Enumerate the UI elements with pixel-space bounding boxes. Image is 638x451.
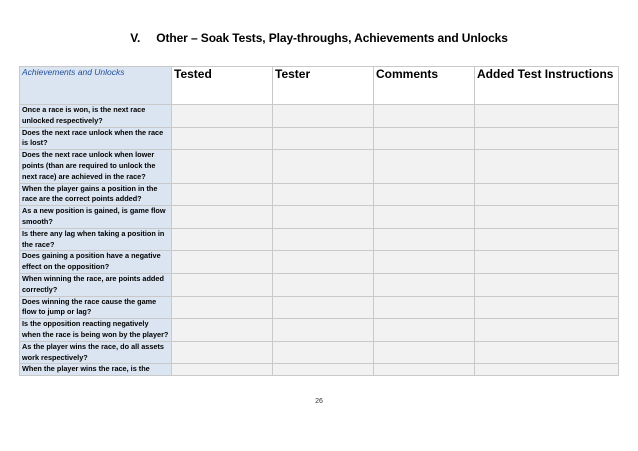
- table-row: [20, 228, 619, 251]
- tested-cell[interactable]: [172, 341, 273, 364]
- header-achievements-and-unlocks: Achievements and Unlocks: [20, 67, 172, 105]
- table-row: [20, 251, 619, 274]
- comments-cell[interactable]: [374, 127, 475, 150]
- tester-cell[interactable]: [273, 364, 374, 376]
- question-cell: As the player wins the race, do all assets work respectively?: [20, 341, 172, 364]
- table-header-row: [20, 67, 619, 105]
- instructions-cell[interactable]: [475, 251, 619, 274]
- comments-cell[interactable]: [374, 150, 475, 183]
- header-added-test-instructions: Added Test Instructions: [475, 67, 619, 105]
- table-row: [20, 273, 619, 296]
- instructions-cell[interactable]: [475, 341, 619, 364]
- table-row: [20, 341, 619, 364]
- section-title: Other – Soak Tests, Play-throughs, Achievements and Unlocks: [156, 31, 508, 45]
- question-cell: Does gaining a position have a negative effect on the opposition?: [20, 251, 172, 274]
- tester-cell[interactable]: [273, 127, 374, 150]
- comments-cell[interactable]: [374, 364, 475, 376]
- instructions-cell[interactable]: [475, 228, 619, 251]
- table-row: [20, 105, 619, 128]
- comments-cell[interactable]: [374, 183, 475, 206]
- instructions-cell[interactable]: [475, 364, 619, 376]
- table-row: [20, 150, 619, 183]
- tested-cell[interactable]: [172, 364, 273, 376]
- tester-cell[interactable]: [273, 206, 374, 229]
- header-tested: Tested: [172, 67, 273, 105]
- question-cell: Once a race is won, is the next race unlocked respectively?: [20, 105, 172, 128]
- comments-cell[interactable]: [374, 341, 475, 364]
- tested-cell[interactable]: [172, 206, 273, 229]
- table-row: [20, 183, 619, 206]
- question-cell: When the player gains a position in the race are the correct points added?: [20, 183, 172, 206]
- question-cell: Does the next race unlock when the race is lost?: [20, 127, 172, 150]
- page-number: 26: [315, 398, 323, 405]
- tested-cell[interactable]: [172, 150, 273, 183]
- tested-cell[interactable]: [172, 127, 273, 150]
- comments-cell[interactable]: [374, 273, 475, 296]
- tester-cell[interactable]: [273, 105, 374, 128]
- question-cell: Does winning the race cause the game flow to jump or lag?: [20, 296, 172, 319]
- question-cell: Does the next race unlock when lower points (than are required to unlock the next race) are achieved in the race?: [20, 150, 172, 183]
- tested-cell[interactable]: [172, 319, 273, 342]
- comments-cell[interactable]: [374, 319, 475, 342]
- table-row: [20, 206, 619, 229]
- tester-cell[interactable]: [273, 183, 374, 206]
- instructions-cell[interactable]: [475, 150, 619, 183]
- instructions-cell[interactable]: [475, 273, 619, 296]
- tester-cell[interactable]: [273, 273, 374, 296]
- section-heading: [0, 31, 638, 45]
- comments-cell[interactable]: [374, 251, 475, 274]
- instructions-cell[interactable]: [475, 105, 619, 128]
- instructions-cell[interactable]: [475, 319, 619, 342]
- tested-cell[interactable]: [172, 296, 273, 319]
- header-comments: Comments: [374, 67, 475, 105]
- tested-cell[interactable]: [172, 183, 273, 206]
- tested-cell[interactable]: [172, 273, 273, 296]
- table-row: [20, 364, 619, 376]
- question-cell: Is there any lag when taking a position in the race?: [20, 228, 172, 251]
- comments-cell[interactable]: [374, 296, 475, 319]
- tested-cell[interactable]: [172, 105, 273, 128]
- tester-cell[interactable]: [273, 228, 374, 251]
- instructions-cell[interactable]: [475, 296, 619, 319]
- question-cell: When the player wins the race, is the: [20, 364, 172, 376]
- comments-cell[interactable]: [374, 206, 475, 229]
- table-row: [20, 127, 619, 150]
- tested-cell[interactable]: [172, 251, 273, 274]
- tester-cell[interactable]: [273, 319, 374, 342]
- section-number: V.: [130, 31, 141, 45]
- comments-cell[interactable]: [374, 228, 475, 251]
- instructions-cell[interactable]: [475, 127, 619, 150]
- table-row: [20, 319, 619, 342]
- tester-cell[interactable]: [273, 296, 374, 319]
- tester-cell[interactable]: [273, 341, 374, 364]
- tester-cell[interactable]: [273, 150, 374, 183]
- table-row: [20, 296, 619, 319]
- test-table: [19, 66, 619, 376]
- question-cell: Is the opposition reacting negatively when the race is being won by the player?: [20, 319, 172, 342]
- question-cell: When winning the race, are points added correctly?: [20, 273, 172, 296]
- instructions-cell[interactable]: [475, 183, 619, 206]
- header-tester: Tester: [273, 67, 374, 105]
- instructions-cell[interactable]: [475, 206, 619, 229]
- tester-cell[interactable]: [273, 251, 374, 274]
- comments-cell[interactable]: [374, 105, 475, 128]
- tested-cell[interactable]: [172, 228, 273, 251]
- question-cell: As a new position is gained, is game flow smooth?: [20, 206, 172, 229]
